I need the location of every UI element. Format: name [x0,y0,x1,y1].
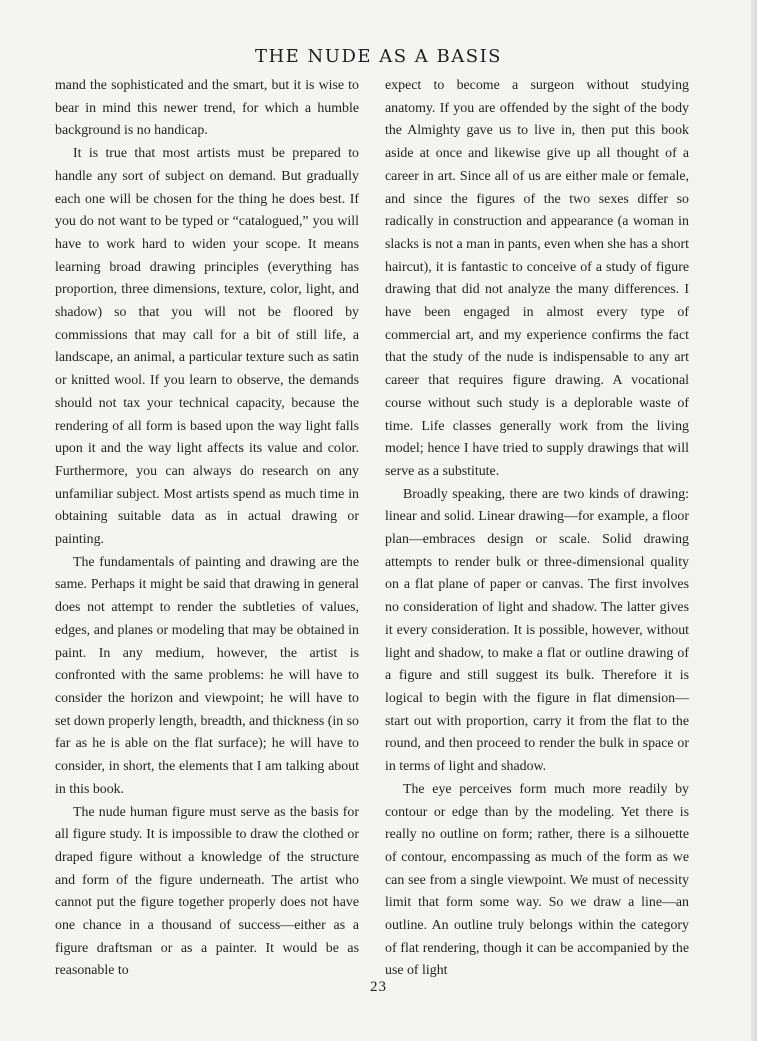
right-column [385,75,689,983]
paragraph: expect to become a surgeon without studying anatomy. If you are offended by the sight of the body the Almighty gave us to live in, then put this book aside at once and likewise give up all thought of a career in art. Since all of us are either male or female, and since the figures of the two sexes differ so radically in construction and appearance (a woman in slacks is not a man in pants, even when she has a short haircut), it is fantastic to conceive of a study of figure drawing that did not analyze the many differences. I have been engaged in almost every type of commercial art, and my experience confirms the fact that the study of the nude is indispensable to any art career that requires figure drawing. A vocational course without such study is a deplorable waste of time. Life classes generally work from the living model; hence I have tried to supply drawings that will serve as a substitute. [385,78,689,479]
left-column [55,75,359,983]
paragraph: It is true that most artists must be prepared to handle any sort of subject on demand. But gradually each one will be chosen for the thing he does best. If you do not want to be typed or “catalogued,” you will have to work hard to widen your scope. It means learning broad drawing principles (everything has proportion, three dimensions, texture, color, light, and shadow) so that you will not be floored by commissions that may call for a bit of still life, a landscape, an animal, a particular texture such as satin or knitted wool. If you learn to observe, the demands should not tax your technical capacity, because the rendering of all form is based upon the way light falls upon it and the way light affects its value and color. Furthermore, you can always do research on any unfamiliar subject. Most artists spend as much time in obtaining suitable data as in actual drawing or painting. [55,146,359,548]
paragraph: The fundamentals of painting and drawing are the same. Perhaps it might be said that drawing in general does not attempt to render the subtleties of values, edges, and planes or modeling that may be obtained in paint. In any medium, however, the artist is confronted with the same problems: he will have to consider the horizon and viewpoint; he will have to set down properly length, breadth, and thickness (in so far as he is able on the flat surface); he will have to consider, in short, the elements that I am talking about in this book. [55,554,359,797]
paragraph: mand the sophisticated and the smart, but it is wise to bear in mind this newer trend, for which a humble background is no handicap. [55,78,359,139]
page-number: 23 [370,979,387,995]
paragraph: Broadly speaking, there are two kinds of drawing: linear and solid. Linear drawing—for example, a floor plan—embraces design or scale. Solid drawing attempts to render bulk or three-dimensional quality on a flat plane of paper or canvas. The first involves no consideration of light and shadow. The latter gives it every consideration. It is possible, however, without light and shadow, to make a flat or outline drawing of a figure and still suggest its bulk. Therefore it is logical to begin with the figure in flat dimension—start out with proportion, carry it from the flat to the round, and then proceed to render the bulk in space or in terms of light and shadow. [385,486,689,775]
running-head: THE NUDE AS A BASIS [254,46,503,67]
paragraph: The eye perceives form much more readily by contour or edge than by the modeling. Yet there is really no outline on form; rather, there is a silhouette of contour, encompassing as much of the form as we can see from a single viewpoint. We must of necessity limit that form some way. So we draw a line—an outline. An outline truly belongs within the category of flat rendering, though it can be accompanied by the use of light [385,781,689,979]
page-edge-shadow [751,0,757,1041]
paragraph: The nude human figure must serve as the basis for all figure study. It is impossible to draw the clothed or draped figure without a knowledge of the structure and form of the figure underneath. The artist who cannot put the figure together properly does not have one chance in a thousand of success—either as a figure draftsman or as a painter. It would be as reasonable to [55,804,359,979]
